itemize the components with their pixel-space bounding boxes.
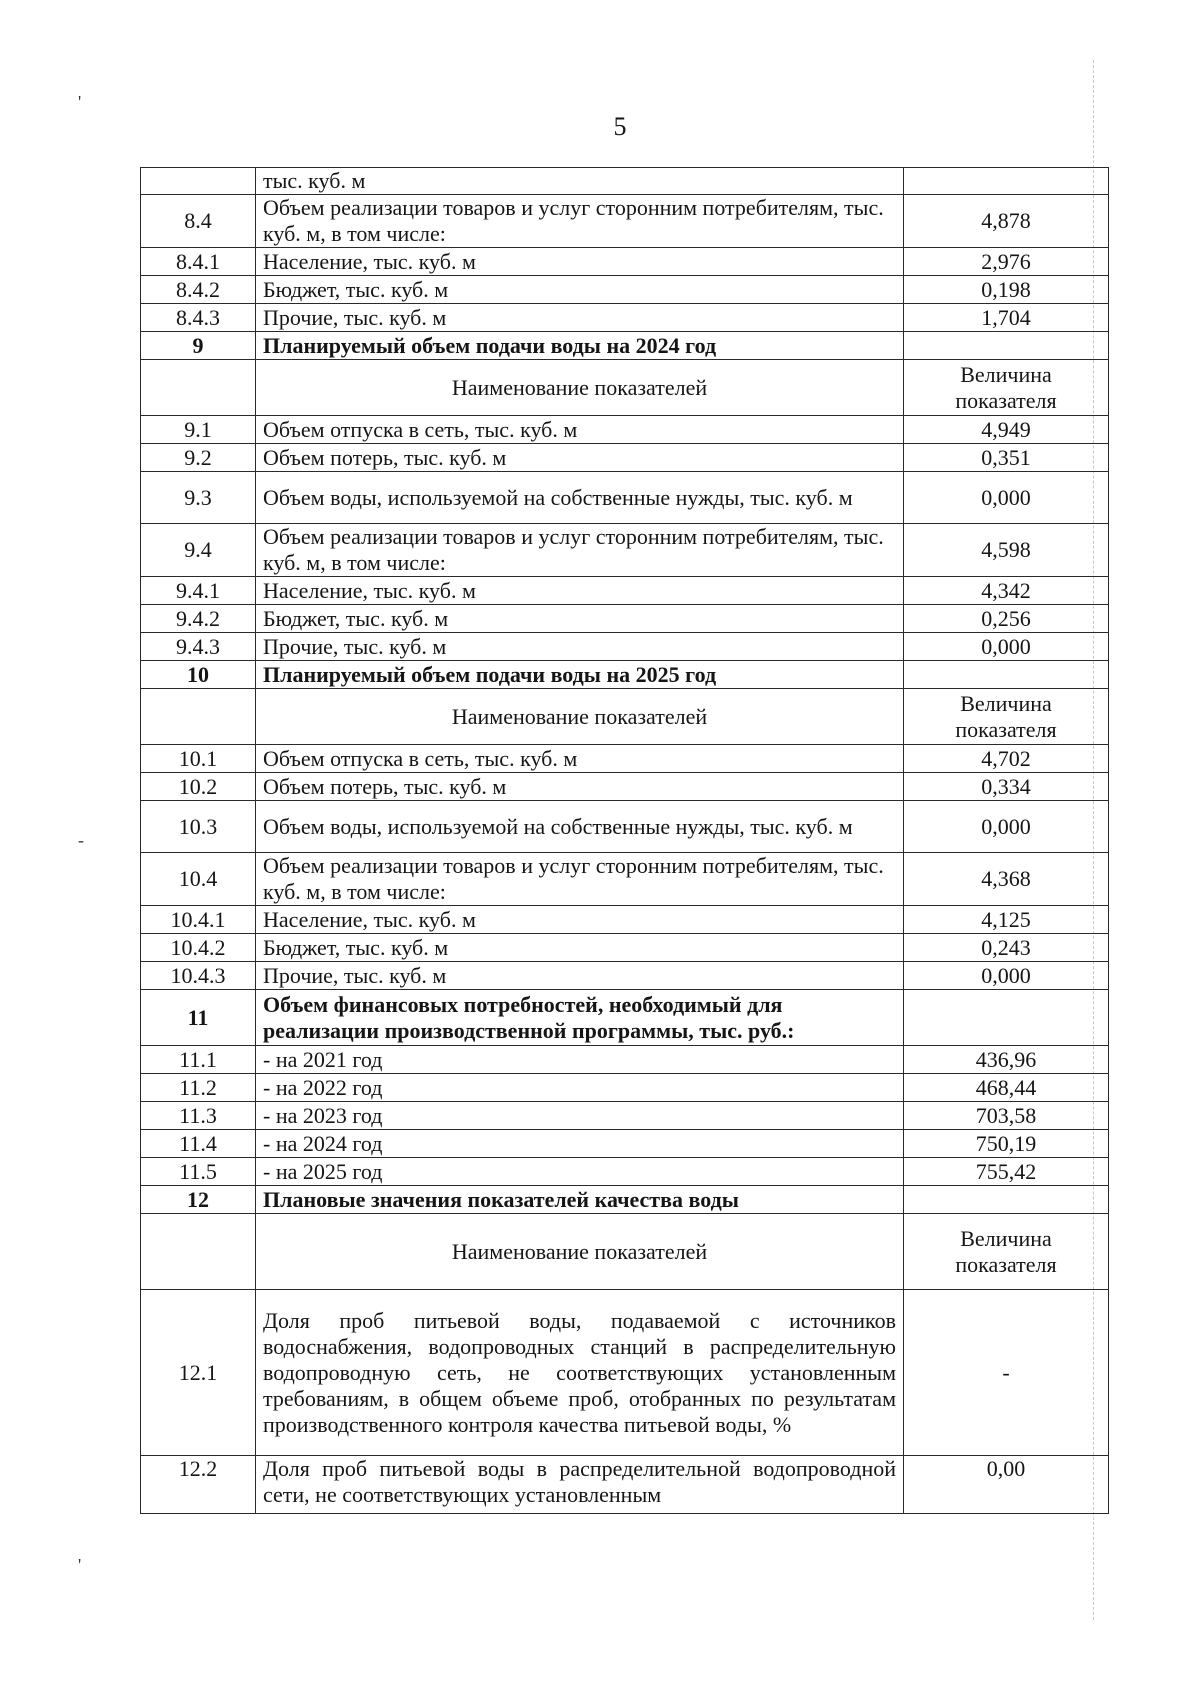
table-row [141,962,1109,990]
indicator-name-cell: Объем отпуска в сеть, тыс. куб. м [256,416,904,444]
indicator-name-cell: Бюджет, тыс. куб. м [256,605,904,633]
header-indicator-name: Наименование показателей [256,360,904,416]
row-number-cell: 12 [141,1186,256,1214]
table-row [141,605,1109,633]
row-number-cell: 10.4.2 [141,934,256,962]
row-number-cell: 9 [141,332,256,360]
table-row [141,801,1109,853]
table-row [141,1130,1109,1158]
indicator-name-cell: - на 2023 год [256,1102,904,1130]
indicator-value-cell: 4,342 [904,577,1109,605]
table-row [141,1186,1109,1214]
scan-speck: - [78,830,84,850]
indicator-value-cell: 0,198 [904,276,1109,304]
indicator-value-cell [904,990,1109,1046]
row-number-cell [141,168,256,195]
row-number-cell: 12.2 [141,1456,256,1514]
table-row [141,444,1109,472]
indicator-name-cell: Прочие, тыс. куб. м [256,962,904,990]
table-row [141,1074,1109,1102]
table-row [141,853,1109,906]
row-number-cell: 9.4.2 [141,605,256,633]
table-row [141,990,1109,1046]
row-number-cell: 10.4.1 [141,906,256,934]
row-number-cell: 11.2 [141,1074,256,1102]
indicator-name-cell: Доля проб питьевой воды в распределительной водопроводной сети, не соответствующих установленным [256,1456,904,1514]
row-number-cell: 9.4 [141,524,256,577]
table-row [141,332,1109,360]
indicator-value-cell: 0,000 [904,633,1109,661]
indicator-value-cell: 0,256 [904,605,1109,633]
indicator-value-cell [904,1186,1109,1214]
indicator-name-cell: Население, тыс. куб. м [256,248,904,276]
indicator-value-cell: 0,334 [904,773,1109,801]
indicator-value-cell: 0,000 [904,472,1109,524]
table-row [141,906,1109,934]
indicator-name-cell: Прочие, тыс. куб. м [256,633,904,661]
indicator-name-cell: Объем отпуска в сеть, тыс. куб. м [256,745,904,773]
indicator-value-cell: 750,19 [904,1130,1109,1158]
indicator-value-cell: 4,702 [904,745,1109,773]
indicator-name-cell: - на 2024 год [256,1130,904,1158]
table-row [141,773,1109,801]
indicator-value-cell: - [904,1290,1109,1456]
indicator-value-cell: 703,58 [904,1102,1109,1130]
row-number-cell: 11 [141,990,256,1046]
header-indicator-value: Величина показателя [904,689,1109,745]
page-number: 5 [613,112,627,141]
indicator-value-cell: 0,000 [904,962,1109,990]
row-number-cell: 9.3 [141,472,256,524]
indicator-name-cell: тыс. куб. м [256,168,904,195]
row-number-cell: 11.5 [141,1158,256,1186]
indicator-name-cell: - на 2025 год [256,1158,904,1186]
table-row [141,1046,1109,1074]
row-number-cell: 12.1 [141,1290,256,1456]
indicator-value-cell: 4,878 [904,195,1109,248]
indicator-value-cell: 4,125 [904,906,1109,934]
table-header-row [141,360,1109,416]
table-row [141,661,1109,689]
table-row [141,416,1109,444]
indicator-value-cell: 1,704 [904,304,1109,332]
table-row [141,577,1109,605]
indicator-value-cell: 468,44 [904,1074,1109,1102]
indicator-value-cell: 0,351 [904,444,1109,472]
row-number-cell: 8.4.2 [141,276,256,304]
row-number-cell: 9.2 [141,444,256,472]
indicator-value-cell: 4,368 [904,853,1109,906]
header-indicator-value: Величина показателя [904,1214,1109,1290]
table-row [141,304,1109,332]
table-row [141,524,1109,577]
indicator-name-cell: - на 2022 год [256,1074,904,1102]
section-title-cell: Планируемый объем подачи воды на 2025 год [256,661,904,689]
row-number-cell: 10.2 [141,773,256,801]
indicator-value-cell [904,332,1109,360]
table-row [141,1158,1109,1186]
row-number-cell: 8.4 [141,195,256,248]
indicators-table-body [141,168,1109,1514]
row-number-cell: 9.1 [141,416,256,444]
indicator-name-cell: Население, тыс. куб. м [256,577,904,605]
row-number-cell: 9.4.1 [141,577,256,605]
table-row [141,1290,1109,1456]
section-title-cell: Плановые значения показателей качества воды [256,1186,904,1214]
section-title-cell: Планируемый объем подачи воды на 2024 год [256,332,904,360]
table-row [141,934,1109,962]
indicator-name-cell: Объем реализации товаров и услуг сторонним потребителям, тыс. куб. м, в том числе: [256,853,904,906]
indicator-name-cell: Объем воды, используемой на собственные нужды, тыс. куб. м [256,801,904,853]
table-row [141,745,1109,773]
row-number-cell: 8.4.1 [141,248,256,276]
header-indicator-name: Наименование показателей [256,1214,904,1290]
header-indicator-name: Наименование показателей [256,689,904,745]
indicator-name-cell: Прочие, тыс. куб. м [256,304,904,332]
row-number-cell: 8.4.3 [141,304,256,332]
header-indicator-value: Величина показателя [904,360,1109,416]
indicator-name-cell: Доля проб питьевой воды, подаваемой с источников водоснабжения, водопроводных станций в распределительную водопроводную сеть, не соответствующих установленным требованиям, в общем объеме проб, отобранных по результатам производственного контроля качества питьевой воды, % [256,1290,904,1456]
indicators-table [140,167,1109,1514]
indicator-name-cell: Объем воды, используемой на собственные нужды, тыс. куб. м [256,472,904,524]
table-header-row [141,1214,1109,1290]
indicator-name-cell: Население, тыс. куб. м [256,906,904,934]
indicator-name-cell: Бюджет, тыс. куб. м [256,276,904,304]
row-number-cell: 10.1 [141,745,256,773]
indicator-name-cell: - на 2021 год [256,1046,904,1074]
row-number-cell: 10.4.3 [141,962,256,990]
table-row [141,248,1109,276]
indicator-value-cell: 4,598 [904,524,1109,577]
indicator-value-cell [904,168,1109,195]
indicator-value-cell [904,661,1109,689]
section-title-cell: Объем финансовых потребностей, необходимый для реализации производственной программы, тыс. руб.: [256,990,904,1046]
indicator-value-cell: 2,976 [904,248,1109,276]
table-row [141,195,1109,248]
indicator-name-cell: Объем реализации товаров и услуг сторонним потребителям, тыс. куб. м, в том числе: [256,524,904,577]
table-header-row [141,689,1109,745]
indicator-value-cell: 0,00 [904,1456,1109,1514]
table-row [141,633,1109,661]
row-number-cell: 11.1 [141,1046,256,1074]
table-row [141,276,1109,304]
indicator-value-cell: 0,000 [904,801,1109,853]
scan-speck: ' [78,1555,82,1575]
row-number-cell: 9.4.3 [141,633,256,661]
indicator-value-cell: 755,42 [904,1158,1109,1186]
row-number-cell: 10 [141,661,256,689]
indicator-name-cell: Объем потерь, тыс. куб. м [256,444,904,472]
table-row [141,168,1109,195]
row-number-cell: 10.3 [141,801,256,853]
row-number-cell [141,360,256,416]
row-number-cell: 11.4 [141,1130,256,1158]
scan-speck: ' [78,92,82,112]
indicator-name-cell: Объем реализации товаров и услуг сторонним потребителям, тыс. куб. м, в том числе: [256,195,904,248]
table-row [141,1102,1109,1130]
indicator-name-cell: Бюджет, тыс. куб. м [256,934,904,962]
indicator-value-cell: 0,243 [904,934,1109,962]
table-row [141,1456,1109,1514]
row-number-cell [141,1214,256,1290]
row-number-cell: 11.3 [141,1102,256,1130]
table-row [141,472,1109,524]
indicator-name-cell: Объем потерь, тыс. куб. м [256,773,904,801]
indicator-value-cell: 436,96 [904,1046,1109,1074]
row-number-cell: 10.4 [141,853,256,906]
indicator-value-cell: 4,949 [904,416,1109,444]
row-number-cell [141,689,256,745]
